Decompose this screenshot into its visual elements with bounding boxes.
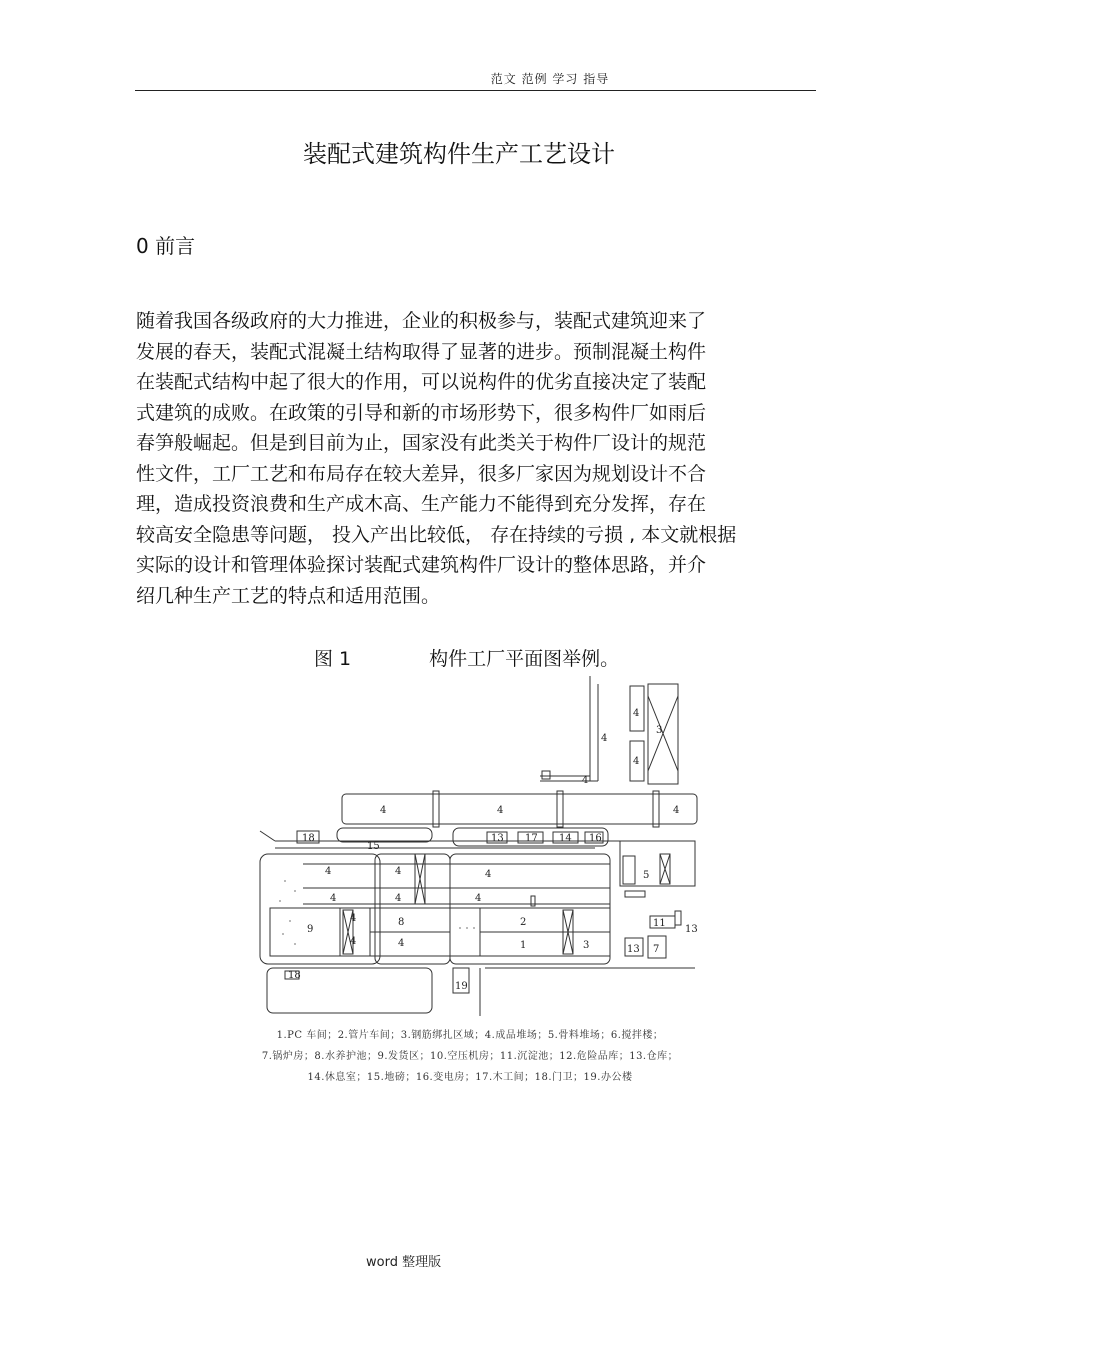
intro-paragraph [136, 306, 826, 611]
plan-label: 4 [330, 893, 337, 904]
plan-label: 4 [395, 893, 402, 904]
header-rule [135, 90, 816, 91]
figure-caption [314, 644, 619, 671]
plan-label: 5 [643, 870, 650, 881]
plan-label: 18 [302, 833, 315, 844]
plan-label: 13 [685, 924, 698, 935]
plan-label: 4 [673, 805, 680, 816]
plan-label: 4 [633, 708, 640, 719]
plan-label: 3 [583, 940, 590, 951]
paragraph-line: 理，造成投资浪费和生产成木高、生产能力不能得到充分发挥，存在 [136, 493, 707, 515]
plan-label: 3 [656, 725, 663, 736]
plan-label: 2 [520, 917, 527, 928]
plan-label: 7 [653, 944, 660, 955]
paragraph-line: 春笋般崛起。但是到目前为止，国家没有此类关于构件厂设计的规范 [136, 432, 707, 454]
plan-label: 4 [497, 805, 504, 816]
plan-label: 4 [601, 733, 608, 744]
legend-line: 1.PC 车间；2.管片车间；3.钢筋绑扎区域；4.成品堆场；5.骨料堆场；6.搅拌楼； [276, 1030, 664, 1041]
plan-label: 18 [288, 970, 301, 981]
paragraph-line: 随着我国各级政府的大力推进，企业的积极参与，装配式建筑迎来了 [136, 310, 707, 332]
paragraph-line: 式建筑的成败。在政策的引导和新的市场形势下，很多构件厂如雨后 [136, 401, 707, 424]
plan-label: 11 [653, 918, 666, 929]
plan-label: 17 [525, 833, 538, 844]
page-footer: word 整理版 [366, 1255, 442, 1270]
plan-label: 4 [398, 938, 405, 949]
plan-label: 4 [350, 913, 357, 924]
plan-label: 4 [380, 805, 387, 816]
legend-line: 14.休息室；15.地磅；16.变电房；17.木工间；18.门卫；19.办公楼 [307, 1072, 633, 1083]
figure-caption-text: 构件工厂平面图举例。 [429, 648, 620, 670]
plan-label: 15 [367, 841, 380, 852]
paragraph-line: 性文件，工厂工艺和布局存在较大差异，很多厂家因为规划设计不合 [136, 462, 707, 485]
plan-label: 4 [395, 866, 402, 877]
paragraph-line: 在装配式结构中起了很大的作用，可以说构件的优劣直接决定了装配 [136, 371, 707, 393]
plan-label: 4 [485, 869, 492, 880]
plan-label: 4 [633, 756, 640, 767]
plan-label: 13 [491, 833, 504, 844]
plan-label: 9 [307, 924, 314, 935]
plan-label: 8 [398, 917, 405, 928]
plan-label: 19 [455, 981, 468, 992]
paragraph-line: 较高安全隐患等问题， 投入产出比较低， 存在持续的亏损 , 本文就根据 [136, 523, 737, 546]
plan-label: 16 [589, 833, 602, 844]
plan-label: 4 [325, 866, 332, 877]
plan-label: 4 [350, 936, 357, 947]
plan-label: 1 [520, 940, 527, 951]
figure-legend [250, 1025, 690, 1088]
plan-label: 14 [559, 833, 572, 844]
plan-label: 13 [627, 944, 640, 955]
legend-line: 7.锅炉房；8.水养护池；9.发货区；10.空压机房；11.沉淀池；12.危险品库；13.仓库； [261, 1051, 679, 1062]
paragraph-line: 发展的春天，装配式混凝土结构取得了显著的进步。预制混凝土构件 [136, 340, 707, 363]
factory-floor-plan [255, 676, 705, 992]
plan-label: 4 [475, 893, 482, 904]
figure-label: 图 1 [314, 648, 352, 670]
plan-label: 4 [582, 775, 589, 786]
document-title: 装配式建筑构件生产工艺设计 [303, 140, 615, 168]
paragraph-line: 绍几种生产工艺的特点和适用范围。 [136, 584, 441, 607]
section-heading: 0 前言 [136, 234, 196, 258]
page-header: 范文 范例 学习 指导 [490, 72, 610, 86]
paragraph-line: 实际的设计和管理体验探讨装配式建筑构件厂设计的整体思路，并介 [136, 554, 707, 576]
